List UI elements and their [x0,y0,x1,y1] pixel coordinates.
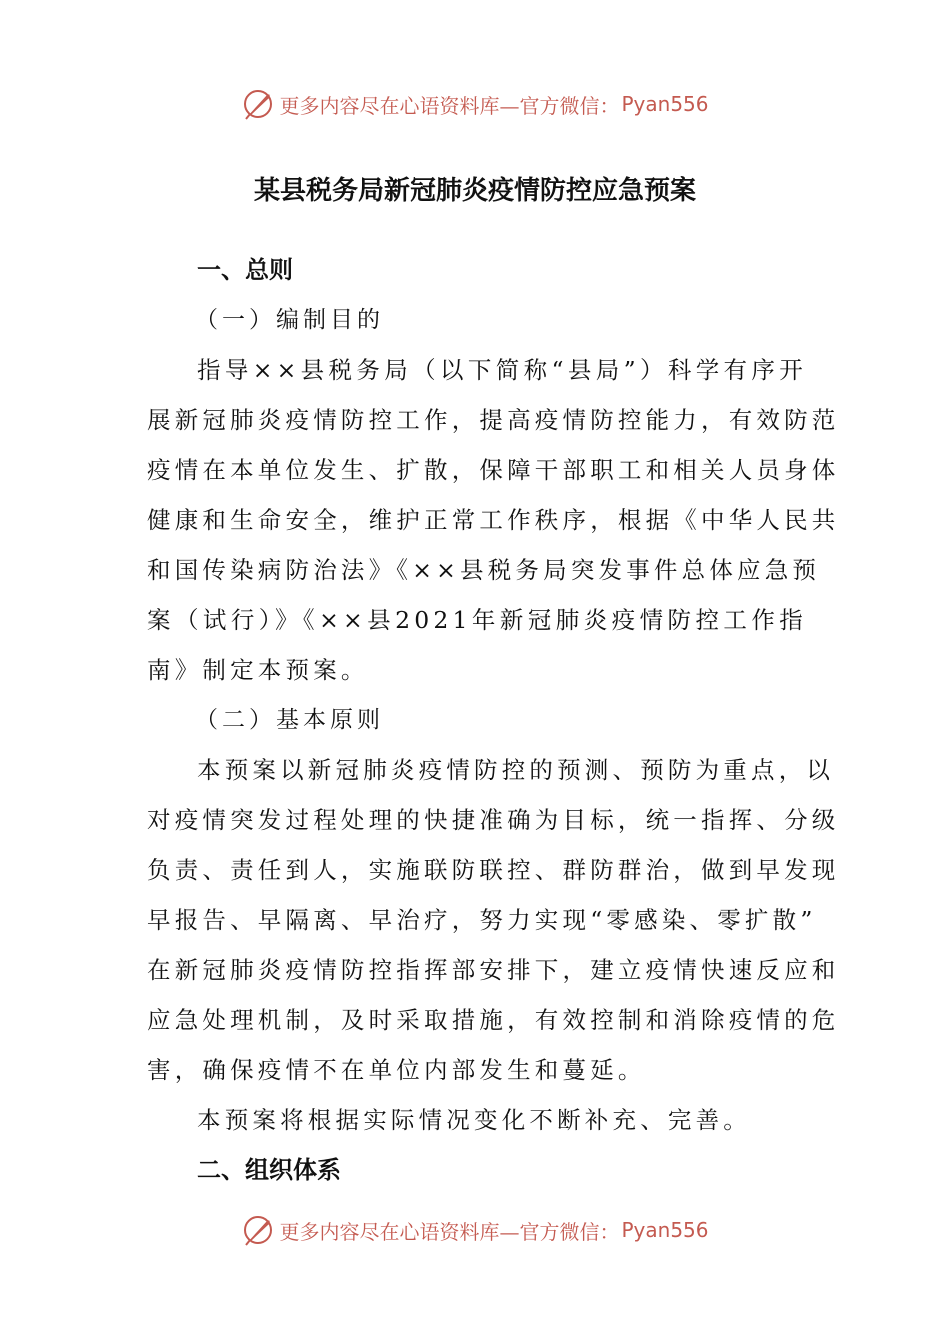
watermark-wechat-id: Pyan556 [621,1218,709,1242]
text-line: 早报告、早隔离、早治疗，努力实现“零感染、零扩散” [147,906,817,934]
text-line: 对疫情突发过程处理的快捷准确为目标，统一指挥、分级 [147,806,840,834]
subsection-heading-purpose: （一）编制目的 [195,307,384,333]
paragraph-principles [147,745,840,1095]
document-body [147,245,840,1195]
footer-watermark [0,1208,950,1252]
text-line: 指导××县税务局（以下简称“县局”）科学有序开 [197,356,807,384]
watermark-wechat-id: Pyan556 [621,92,709,116]
quill-circle-icon [241,87,275,121]
section-heading-organization: 二、组织体系 [197,1156,341,1184]
text-line: 展新冠肺炎疫情防控工作，提高疫情防控能力，有效防范 [147,406,840,434]
text-line: 本预案将根据实际情况变化不断补充、完善。 [197,1106,751,1134]
text-line: 疫情在本单位发生、扩散，保障干部职工和相关人员身体 [147,456,840,484]
watermark-text: 更多内容尽在心语资料库—官方微信： [279,1219,620,1244]
section-heading-general: 一、总则 [197,256,293,284]
watermark-text: 更多内容尽在心语资料库—官方微信： [279,93,620,118]
quill-circle-icon [241,1213,275,1247]
header-watermark [0,82,950,126]
text-line: 本预案以新冠肺炎疫情防控的预测、预防为重点，以 [197,756,835,784]
paragraph-supplement [147,1095,807,1145]
text-line: 南》制定本预案。 [147,656,369,684]
text-line: 在新冠肺炎疫情防控指挥部安排下，建立疫情快速反应和 [147,956,840,984]
text-line: 应急处理机制，及时采取措施，有效控制和消除疫情的危 [147,1006,840,1034]
subsection-heading-principles: （二）基本原则 [195,707,384,733]
text-line: 和国传染病防治法》《××县税务局突发事件总体应急预 [147,556,821,584]
text-line: 案（试行）》《××县2021年新冠肺炎疫情防控工作指 [147,606,807,634]
text-line: 负责、责任到人，实施联防联控、群防群治，做到早发现 [147,856,840,884]
document-title: 某县税务局新冠肺炎疫情防控应急预案 [253,176,696,206]
text-line: 健康和生命安全，维护正常工作秩序，根据《中华人民共 [147,506,840,534]
text-line: 害，确保疫情不在单位内部发生和蔓延。 [147,1056,646,1084]
paragraph-purpose [147,345,840,695]
